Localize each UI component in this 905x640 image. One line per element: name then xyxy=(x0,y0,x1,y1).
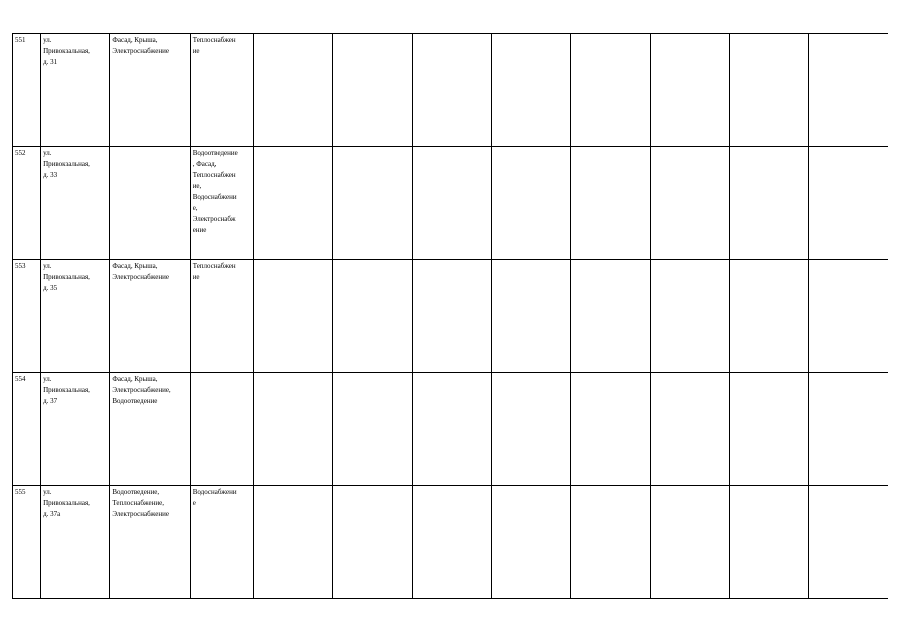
empty-cell xyxy=(650,373,729,486)
table-row xyxy=(13,260,889,373)
works-cell: Фасад, Крыша, Электроснабжение xyxy=(110,34,190,147)
empty-cell xyxy=(809,373,888,486)
works-cell: Фасад, Крыша, Электроснабжение xyxy=(110,260,190,373)
empty-cell xyxy=(491,34,570,147)
empty-cell xyxy=(412,147,491,260)
empty-cell xyxy=(253,260,332,373)
row-number-cell: 553 xyxy=(13,260,41,373)
works-cell: Фасад, Крыша, Электроснабжение, Водоотведение xyxy=(110,373,190,486)
table-row xyxy=(13,34,889,147)
row-number-cell: 554 xyxy=(13,373,41,486)
empty-cell xyxy=(253,373,332,486)
empty-cell xyxy=(491,373,570,486)
empty-cell xyxy=(809,260,888,373)
works-cell: Теплоснабжен ие xyxy=(190,260,253,373)
empty-cell xyxy=(729,260,808,373)
works-cell: Водоотведение , Фасад, Теплоснабжен ие, Водоснабжени е, Электроснабж ение xyxy=(190,147,253,260)
empty-cell xyxy=(412,260,491,373)
empty-cell xyxy=(253,486,332,599)
empty-cell xyxy=(809,486,888,599)
table-row xyxy=(13,147,889,260)
empty-cell xyxy=(491,147,570,260)
address-cell: ул. Привокзальная, д. 35 xyxy=(41,260,110,373)
empty-cell xyxy=(333,34,412,147)
empty-cell xyxy=(571,260,650,373)
works-cell xyxy=(110,147,190,260)
empty-cell xyxy=(412,373,491,486)
row-number-cell: 551 xyxy=(13,34,41,147)
empty-cell xyxy=(571,486,650,599)
empty-cell xyxy=(650,147,729,260)
empty-cell xyxy=(491,260,570,373)
empty-cell xyxy=(571,34,650,147)
empty-cell xyxy=(333,486,412,599)
empty-cell xyxy=(809,34,888,147)
empty-cell xyxy=(333,373,412,486)
works-cell: Водоснабжени е xyxy=(190,486,253,599)
works-cell: Водоотведение, Теплоснабжение, Электроснабжение xyxy=(110,486,190,599)
row-number-cell: 555 xyxy=(13,486,41,599)
works-cell xyxy=(190,373,253,486)
table-row xyxy=(13,373,889,486)
empty-cell xyxy=(253,34,332,147)
empty-cell xyxy=(412,34,491,147)
empty-cell xyxy=(650,486,729,599)
empty-cell xyxy=(729,373,808,486)
empty-cell xyxy=(333,147,412,260)
row-number-cell: 552 xyxy=(13,147,41,260)
works-cell: Теплоснабжен ие xyxy=(190,34,253,147)
empty-cell xyxy=(412,486,491,599)
empty-cell xyxy=(729,486,808,599)
address-cell: ул. Привокзальная, д. 31 xyxy=(41,34,110,147)
empty-cell xyxy=(650,260,729,373)
empty-cell xyxy=(333,260,412,373)
empty-cell xyxy=(729,147,808,260)
empty-cell xyxy=(253,147,332,260)
housing-works-table xyxy=(12,33,888,599)
table-row xyxy=(13,486,889,599)
empty-cell xyxy=(650,34,729,147)
address-cell: ул. Привокзальная, д. 33 xyxy=(41,147,110,260)
empty-cell xyxy=(571,373,650,486)
empty-cell xyxy=(491,486,570,599)
address-cell: ул. Привокзальная, д. 37а xyxy=(41,486,110,599)
empty-cell xyxy=(729,34,808,147)
empty-cell xyxy=(809,147,888,260)
address-cell: ул. Привокзальная, д. 37 xyxy=(41,373,110,486)
empty-cell xyxy=(571,147,650,260)
